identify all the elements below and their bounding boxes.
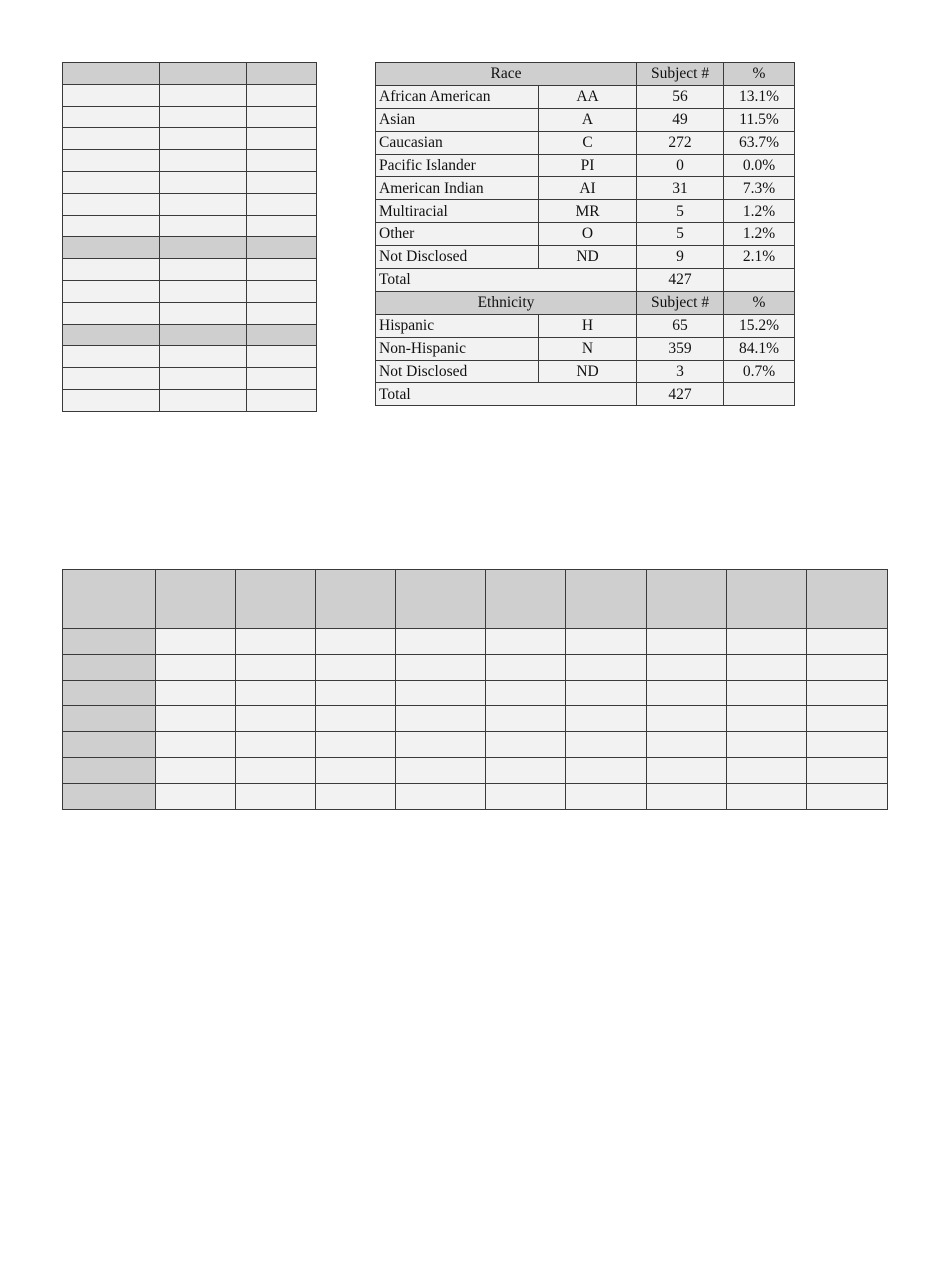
row-header-cell [63,680,156,706]
table-cell [160,324,247,346]
race-pct: 11.5% [724,108,795,131]
table-cell [236,783,316,809]
table-row [63,84,317,106]
table-cell [396,783,486,809]
table-cell [160,150,247,172]
header-cell [316,570,396,629]
table-cell [160,346,247,368]
table-cell [156,732,236,758]
table-row [63,706,888,732]
table-cell [63,63,160,85]
table-cell [647,680,727,706]
table-row [376,246,795,269]
ethnicity-pct: 84.1% [724,337,795,360]
table-row [63,654,888,680]
race-name: African American [376,85,539,108]
race-header: Race [376,63,637,86]
table-cell [316,783,396,809]
table-cell [807,783,888,809]
table-cell [247,259,317,281]
table-row [376,200,795,223]
table-cell [807,654,888,680]
table-cell [396,654,486,680]
table-cell [486,732,566,758]
ethnicity-count: 65 [637,314,724,337]
table-cell [236,706,316,732]
header-cell [396,570,486,629]
race-count: 9 [637,246,724,269]
table-cell [160,280,247,302]
table-cell [160,237,247,259]
table-cell [566,706,647,732]
table-cell [247,302,317,324]
table-cell [156,757,236,783]
table-row [63,106,317,128]
table-cell [396,629,486,655]
header-cell [807,570,888,629]
race-pct: 1.2% [724,200,795,223]
table-cell [566,732,647,758]
table-cell [160,389,247,411]
table-cell [63,302,160,324]
table-cell [647,706,727,732]
table-cell [316,654,396,680]
table-cell [396,732,486,758]
ethnicity-header: Ethnicity [376,291,637,314]
table-cell [727,732,807,758]
table-cell [396,757,486,783]
ethnicity-pct-header: % [724,291,795,314]
race-total-count: 427 [637,269,724,292]
race-code: A [539,108,637,131]
table-cell [247,215,317,237]
table-row [63,171,317,193]
race-code: PI [539,154,637,177]
table-cell [160,259,247,281]
row-header-cell [63,706,156,732]
header-cell [727,570,807,629]
table-row [63,783,888,809]
race-code: ND [539,246,637,269]
row-header-cell [63,783,156,809]
table-cell [160,128,247,150]
table-cell [160,171,247,193]
ethnicity-code: ND [539,360,637,383]
table-cell [247,324,317,346]
table-row [376,131,795,154]
table-cell [486,680,566,706]
table-cell [727,706,807,732]
table-cell [727,654,807,680]
table-row [63,215,317,237]
ethnicity-code: N [539,337,637,360]
left-empty-table [62,62,317,412]
table-row [376,360,795,383]
table-row [376,223,795,246]
table-cell [247,368,317,390]
header-cell [156,570,236,629]
ethnicity-total-row [376,383,795,406]
table-cell [156,680,236,706]
table-row [376,154,795,177]
table-cell [807,706,888,732]
table-cell [63,280,160,302]
table-cell [160,84,247,106]
table-row [63,302,317,324]
race-name: Multiracial [376,200,539,223]
table-cell [396,680,486,706]
table-cell [727,629,807,655]
row-header-cell [63,757,156,783]
table-cell [316,706,396,732]
ethnicity-pct: 15.2% [724,314,795,337]
table-row [376,177,795,200]
header-cell [486,570,566,629]
race-name: Caucasian [376,131,539,154]
table-cell [316,757,396,783]
table-cell [247,193,317,215]
race-count: 31 [637,177,724,200]
ethnicity-count: 3 [637,360,724,383]
ethnicity-total-label: Total [376,383,637,406]
race-subject-header: Subject # [637,63,724,86]
race-header-row [376,63,795,86]
demographics-table [375,62,795,406]
header-row [63,570,888,629]
table-cell [647,757,727,783]
table-cell [807,757,888,783]
race-total-label: Total [376,269,637,292]
race-pct: 7.3% [724,177,795,200]
table-cell [316,629,396,655]
table-cell [727,757,807,783]
ethnicity-code: H [539,314,637,337]
row-header-cell [63,629,156,655]
race-name: Pacific Islander [376,154,539,177]
ethnicity-name: Not Disclosed [376,360,539,383]
table-cell [156,783,236,809]
table-cell [247,346,317,368]
table-cell [566,629,647,655]
table-cell [156,629,236,655]
table-cell [247,237,317,259]
table-row [63,259,317,281]
table-cell [160,193,247,215]
table-cell [160,368,247,390]
table-cell [63,84,160,106]
bottom-empty-table [62,569,888,810]
header-cell [236,570,316,629]
table-cell [247,84,317,106]
table-cell [566,680,647,706]
table-cell [63,106,160,128]
table-cell [160,63,247,85]
table-cell [316,680,396,706]
header-cell [647,570,727,629]
race-total-pct [724,269,795,292]
race-count: 5 [637,200,724,223]
table-cell [727,680,807,706]
table-cell [63,150,160,172]
table-cell [486,706,566,732]
table-cell [247,128,317,150]
table-cell [156,706,236,732]
race-name: Asian [376,108,539,131]
table-row [63,629,888,655]
table-cell [396,706,486,732]
table-cell [63,346,160,368]
table-row [376,85,795,108]
race-count: 0 [637,154,724,177]
table-row [63,237,317,259]
race-count: 49 [637,108,724,131]
table-cell [236,654,316,680]
table-row [63,757,888,783]
table-row [63,280,317,302]
table-cell [486,783,566,809]
ethnicity-total-count: 427 [637,383,724,406]
ethnicity-total-pct [724,383,795,406]
race-pct: 0.0% [724,154,795,177]
table-cell [160,215,247,237]
ethnicity-pct: 0.7% [724,360,795,383]
header-cell [566,570,647,629]
table-cell [63,237,160,259]
table-cell [566,654,647,680]
race-pct-header: % [724,63,795,86]
race-count: 5 [637,223,724,246]
table-cell [486,654,566,680]
table-cell [247,280,317,302]
race-name: Not Disclosed [376,246,539,269]
table-row [63,128,317,150]
ethnicity-name: Hispanic [376,314,539,337]
table-cell [647,629,727,655]
table-cell [63,171,160,193]
table-cell [236,757,316,783]
race-code: AA [539,85,637,108]
table-row [376,108,795,131]
table-cell [63,324,160,346]
table-cell [236,629,316,655]
table-cell [247,171,317,193]
ethnicity-count: 359 [637,337,724,360]
table-cell [236,680,316,706]
race-name: Other [376,223,539,246]
table-row [63,346,317,368]
table-cell [647,732,727,758]
race-pct: 1.2% [724,223,795,246]
table-cell [316,732,396,758]
table-row [63,324,317,346]
race-code: C [539,131,637,154]
ethnicity-header-row [376,291,795,314]
table-cell [247,106,317,128]
table-cell [647,783,727,809]
race-count: 56 [637,85,724,108]
table-row [63,389,317,411]
race-code: AI [539,177,637,200]
table-row [63,193,317,215]
table-cell [566,783,647,809]
table-cell [236,732,316,758]
table-cell [807,629,888,655]
table-cell [647,654,727,680]
header-cell [63,570,156,629]
race-pct: 13.1% [724,85,795,108]
table-cell [807,680,888,706]
table-cell [566,757,647,783]
ethnicity-subject-header: Subject # [637,291,724,314]
race-code: MR [539,200,637,223]
table-cell [63,215,160,237]
table-cell [160,302,247,324]
table-row [63,150,317,172]
table-cell [727,783,807,809]
table-row [63,680,888,706]
table-cell [247,63,317,85]
table-cell [63,193,160,215]
ethnicity-name: Non-Hispanic [376,337,539,360]
row-header-cell [63,732,156,758]
table-cell [63,128,160,150]
table-cell [247,389,317,411]
race-pct: 2.1% [724,246,795,269]
table-row [63,63,317,85]
race-total-row [376,269,795,292]
table-cell [247,150,317,172]
table-cell [486,629,566,655]
table-cell [807,732,888,758]
race-pct: 63.7% [724,131,795,154]
table-cell [63,368,160,390]
table-row [63,732,888,758]
table-row [63,368,317,390]
table-cell [63,389,160,411]
table-cell [486,757,566,783]
table-row [376,337,795,360]
race-code: O [539,223,637,246]
row-header-cell [63,654,156,680]
table-cell [63,259,160,281]
table-cell [156,654,236,680]
race-name: American Indian [376,177,539,200]
race-count: 272 [637,131,724,154]
table-row [376,314,795,337]
table-cell [160,106,247,128]
